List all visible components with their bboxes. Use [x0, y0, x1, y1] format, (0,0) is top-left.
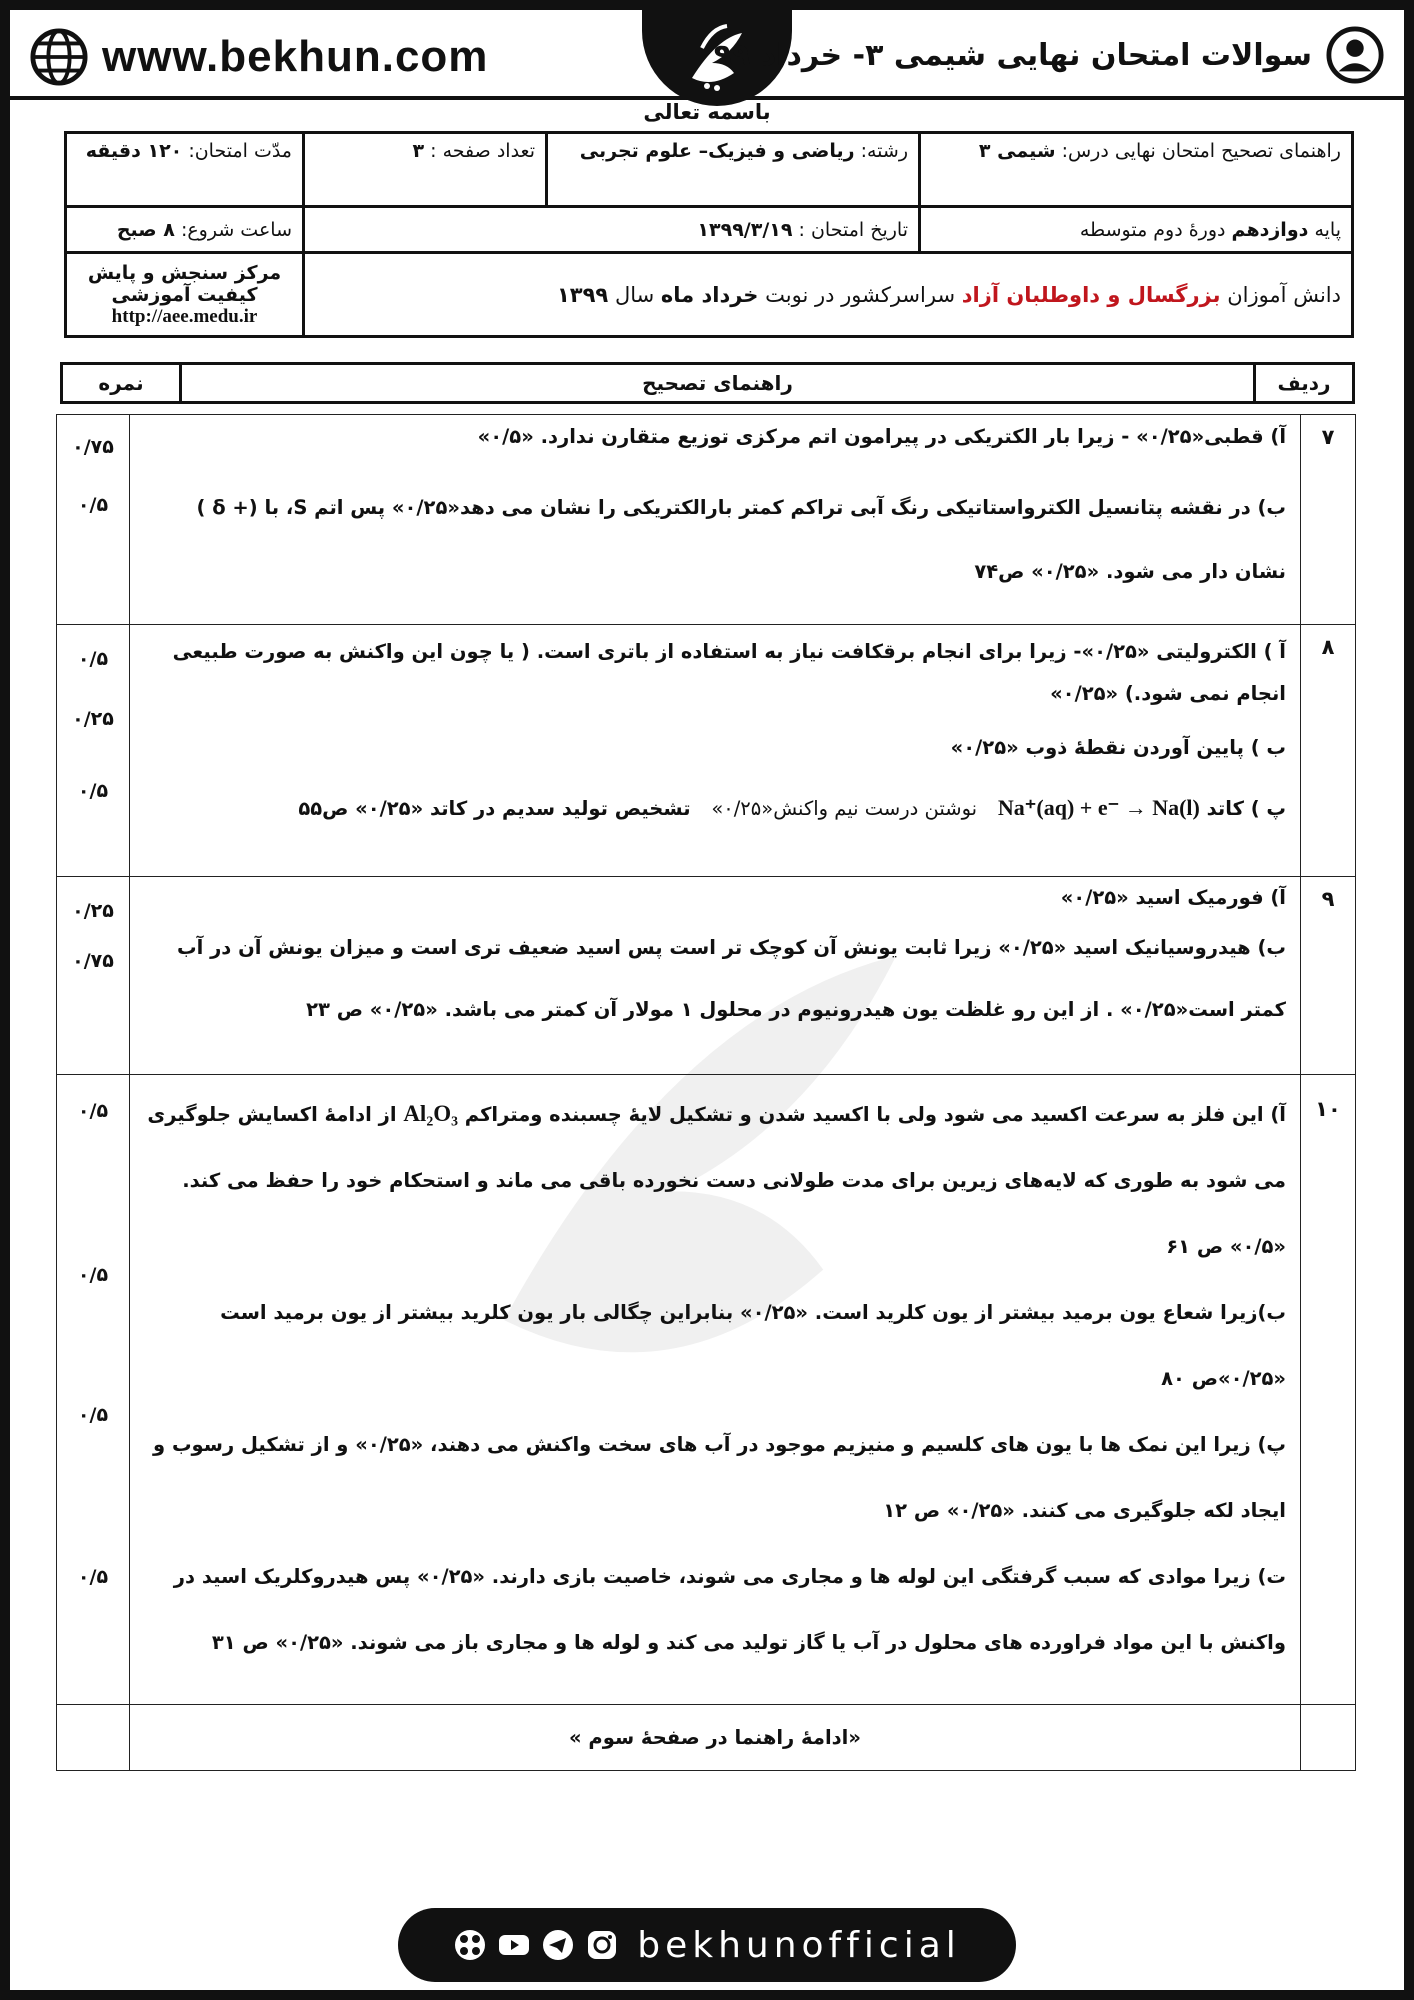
answer-part-a: آ) فورمیک اسید «۰/۲۵» [1060, 886, 1286, 909]
date-value: ۱۳۹۹/۳/۱۹ [697, 218, 793, 241]
duration-cell [66, 133, 304, 207]
duration-value: ۱۲۰ دقیقه [85, 140, 183, 162]
field-label: رشته: [860, 140, 908, 162]
social-handle[interactable]: bekhunofficial [637, 1924, 961, 1966]
score-value: ۰/۲۵ [72, 900, 114, 922]
answer-part-a [142, 1081, 1286, 1280]
col-row: ردیف [1255, 364, 1354, 403]
center-cell [66, 253, 304, 337]
grade-cell [920, 207, 1353, 253]
score-value: ۰/۷۵ [72, 950, 114, 972]
field-cell [547, 133, 920, 207]
sodium-note: تشخیص تولید سدیم در کاتد «۰/۲۵» ص۵۵ [298, 797, 691, 820]
score-cell [57, 625, 130, 877]
alumina-formula: Al₂O₃ [403, 1101, 458, 1126]
students-highlight: بزرگسال و داوطلبان آزاد [961, 282, 1221, 307]
continued-row [57, 1705, 1356, 1771]
answer-part-a-suffix: از ادامهٔ اکسایش جلوگیری می شود به طوری که لایه‌های زیرین برای مدت طولانی دست نخورده باقی می ماند و استحکام خود را حفظ می کند. «۰/۵» ص ۶۱ [147, 1103, 1286, 1258]
score-value: ۰/۵ [77, 494, 109, 516]
score-cell [57, 415, 130, 625]
question-number: ۸ [1301, 625, 1356, 877]
telegram-icon[interactable] [541, 1928, 575, 1962]
website-text: www.bekhun.com [102, 32, 489, 81]
question-number: ۱۰ [1301, 1075, 1356, 1705]
answer-text [130, 625, 1301, 877]
score-value: ۰/۵ [77, 1264, 109, 1286]
answer-text [130, 1075, 1301, 1705]
start-time-cell [66, 207, 304, 253]
answer-part-a: آ ) الکترولیتی «۰/۲۵»- زیرا برای انجام برقکافت نیاز به استفاده از باتری است. ( یا چون این واکنش به صورت طبیعی انجام نمی شود.) «۰/۲۵» [172, 640, 1286, 705]
answer-part-d: ت) زیرا موادی که سبب گرفتگی این لوله ها و مجاری می شوند، خاصیت بازی دارند. «۰/۲۵» پس هیدروکلریک اسید در واکنش با این مواد فراورده های محلول در آب یا گاز تولید می کند و لوله ها و مجاری باز می شوند. «۰/۲۵» ص ۳۱ [173, 1565, 1286, 1654]
start-label: ساعت شروع: [180, 218, 292, 241]
question-number: ۷ [1301, 415, 1356, 625]
score-value: ۰/۷۵ [72, 436, 114, 458]
score-value: ۰/۵ [77, 648, 109, 670]
subject-value: شیمی ۳ [978, 140, 1056, 162]
pages-label: تعداد صفحه : [430, 140, 535, 162]
year-label: سال [614, 282, 655, 307]
grade-suffix: دورهٔ دوم متوسطه [1079, 218, 1226, 241]
answer-text [130, 877, 1301, 1075]
score-value: ۰/۵ [77, 780, 109, 802]
globe-icon [30, 28, 88, 86]
score-cell [57, 1075, 130, 1705]
question-row [57, 415, 1356, 625]
pages-cell [304, 133, 547, 207]
answers-table [56, 414, 1356, 1771]
grade-prefix: پایه [1314, 218, 1341, 241]
answer-part-a: آ) قطبی«۰/۲۵» - زیرا بار الکتریکی در پیرامون اتم مرکزی توزیع متقارن ندارد. «۰/۵» [477, 425, 1286, 448]
half-reaction-equation: Na⁺(aq) + e⁻ → Na(l) [997, 795, 1200, 820]
exam-title [714, 26, 1384, 84]
user-icon [1326, 26, 1384, 84]
guide-prefix: راهنمای تصحیح امتحان نهایی درس: [1061, 140, 1341, 162]
question-row [57, 877, 1356, 1075]
score-value: ۰/۵ [77, 1566, 109, 1588]
pages-value: ۳ [412, 140, 425, 162]
score-cell [57, 877, 130, 1075]
bismillah: باسمه تعالی [643, 100, 771, 124]
col-guide: راهنمای تصحیح [181, 364, 1255, 403]
students-cell [304, 253, 1353, 337]
grade-value: دوازدهم [1231, 218, 1309, 241]
question-number: ۹ [1301, 877, 1356, 1075]
answer-part-b: ب)زیرا شعاع یون برمید بیشتر از یون کلرید است. «۰/۲۵» بنابراین چگالی بار یون کلرید بیشتر از یون برمید است «۰/۲۵»ص ۸۰ [220, 1301, 1286, 1390]
students-mid: سراسرکشور در نوبت [765, 282, 956, 307]
question-row [57, 625, 1356, 877]
website-link[interactable] [30, 28, 488, 86]
center-name: مرکز سنجش و پایش کیفیت آموزشی [87, 261, 282, 306]
answer-part-b: ب) هیدروسیانیک اسید «۰/۲۵» زیرا ثابت یونش آن کوچک تر است پس اسید ضعیف تری است و میزان یونش آن در آب کمتر است«۰/۲۵» . از این رو غلظت یون هیدرونیوم در محلول ۱ مولار آن کمتر می باشد. «۰/۲۵» ص ۲۳ [177, 936, 1286, 1021]
youtube-icon[interactable] [497, 1928, 531, 1962]
date-label: تاریخ امتحان : [798, 218, 908, 241]
center-url[interactable]: http://aee.medu.ir [111, 305, 258, 327]
score-value: ۰/۵ [77, 1100, 109, 1122]
continued-note: «ادامهٔ راهنما در صفحهٔ سوم » [130, 1705, 1301, 1771]
answer-text [130, 415, 1301, 625]
aparat-icon[interactable] [453, 1928, 487, 1962]
col-score: نمره [62, 364, 181, 403]
students-prefix: دانش آموزان [1227, 282, 1341, 307]
date-cell [304, 207, 920, 253]
subject-cell [920, 133, 1353, 207]
exam-title-text: سوالات امتحان نهایی شیمی ۳- خرداد ۹۹ [713, 37, 1312, 73]
half-reaction-note: نوشتن درست نیم واکنش«۰/۲۵» [711, 797, 978, 820]
column-header-table [60, 362, 1355, 404]
answer-part-c [142, 787, 1286, 830]
start-value: ۸ صبح [116, 218, 175, 241]
question-row [57, 1075, 1356, 1705]
social-footer [398, 1908, 1016, 1982]
session-value: خرداد ماه [660, 282, 759, 307]
top-header-bar [10, 10, 1404, 100]
answer-part-b: ب ) پایین آوردن نقطهٔ ذوب «۰/۲۵» [950, 736, 1286, 759]
empty-cell [57, 1705, 130, 1771]
answer-part-b: ب) در نقشه پتانسیل الکترواستاتیکی رنگ آبی تراکم کمتر بارالکتریکی را نشان می دهد«۰/۲۵» پس اتم S، با (+ δ ) نشان دار می شود. «۰/۲۵» ص۷۴ [196, 496, 1286, 583]
empty-cell [1301, 1705, 1356, 1771]
instagram-icon[interactable] [585, 1928, 619, 1962]
answer-part-c: پ) زیرا این نمک ها با یون های کلسیم و منیزیم موجود در آب های سخت واکنش می دهند، «۰/۲۵» و از تشکیل رسوب و ایجاد لکه جلوگیری می کنند. «۰/۲۵» ص ۱۲ [153, 1433, 1286, 1522]
exam-info-table [64, 131, 1354, 338]
field-value: ریاضی و فیزیک– علوم تجربی [579, 140, 855, 162]
score-value: ۰/۵ [77, 1404, 109, 1426]
year-value: ۱۳۹۹ [556, 282, 609, 307]
answer-part-a-prefix: آ) این فلز به سرعت اکسید می شود ولی با اکسید شدن و تشکیل لایهٔ چسبنده ومتراکم [464, 1103, 1286, 1126]
cathode-label: پ ) کاتد [1206, 797, 1286, 820]
duration-label: مدّت امتحان: [188, 140, 292, 162]
score-value: ۰/۲۵ [72, 708, 114, 730]
